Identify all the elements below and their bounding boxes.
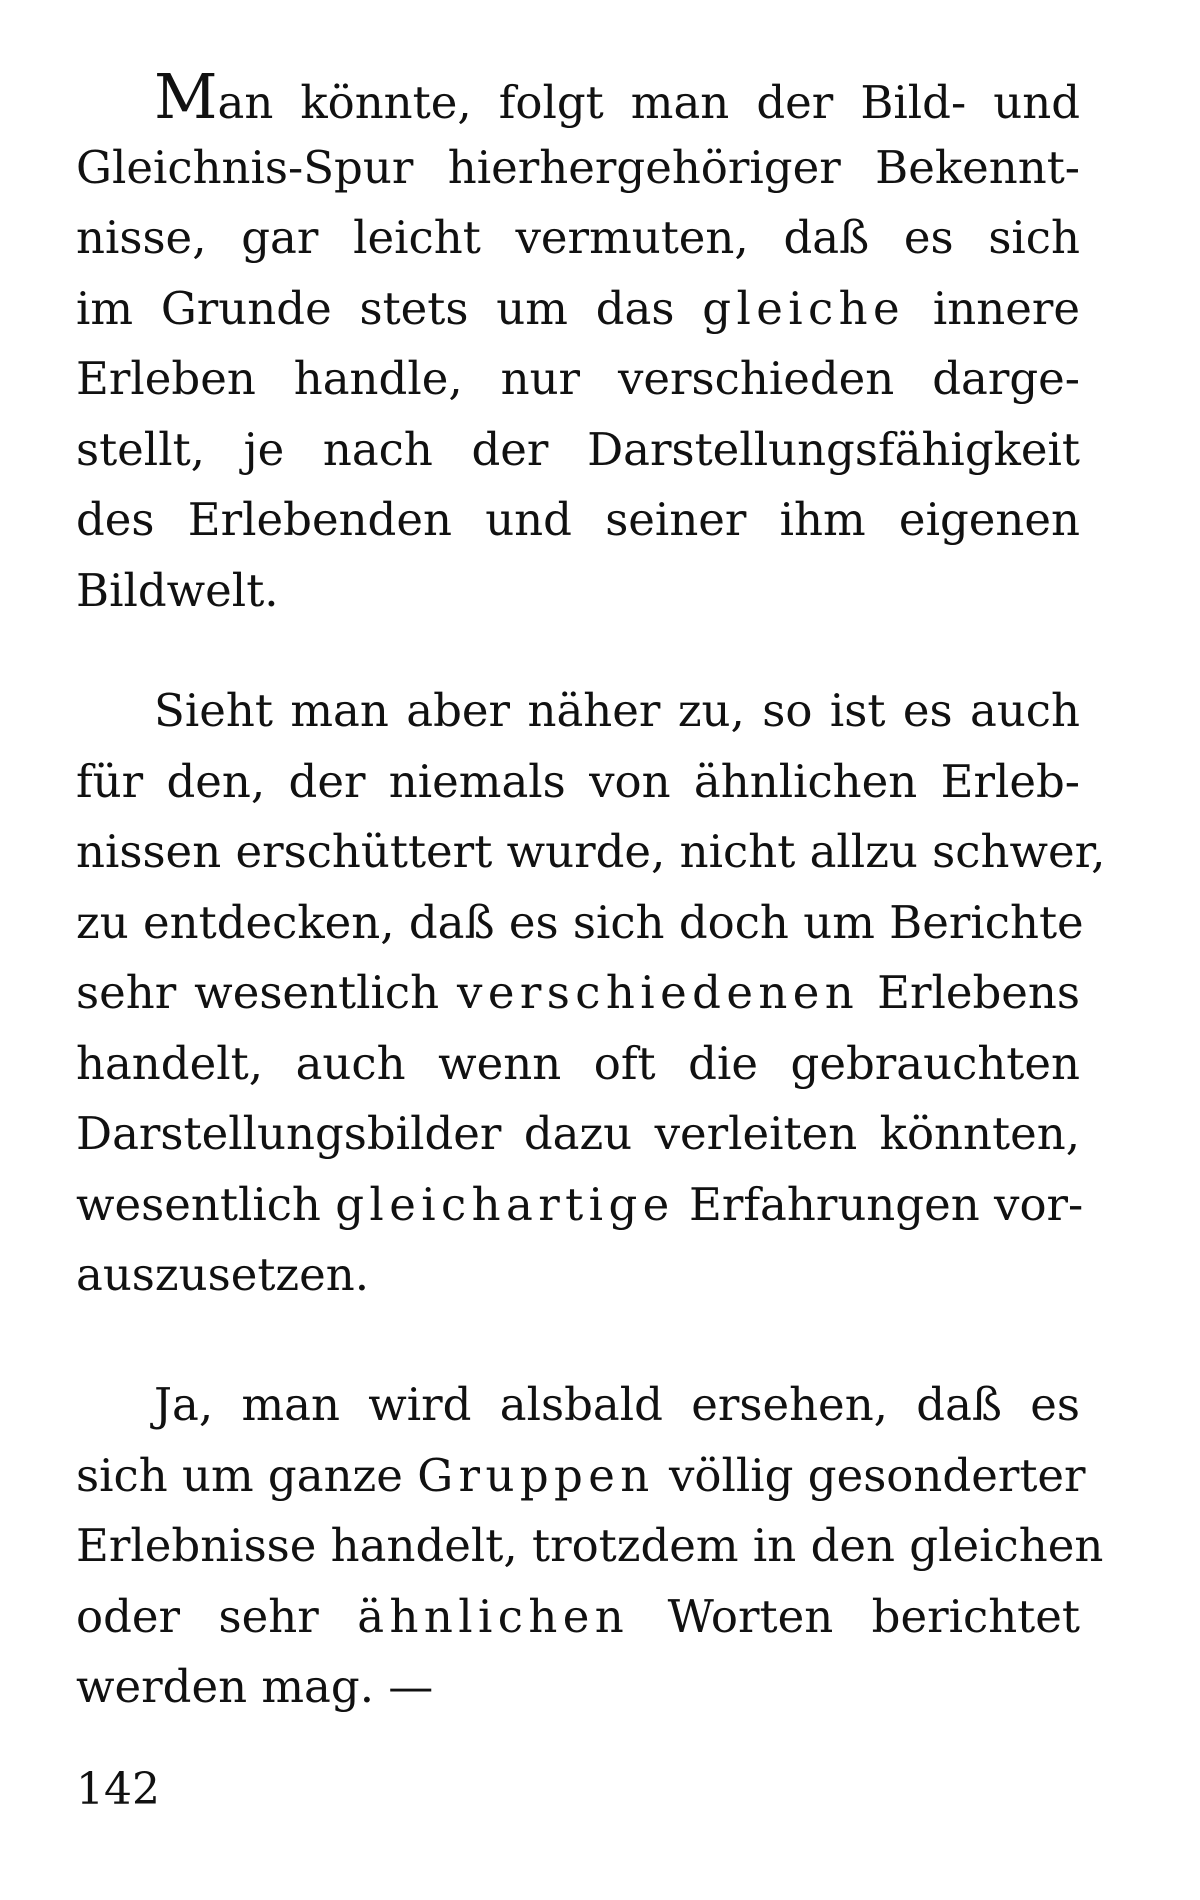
emphasized-word: verschiedenen	[457, 966, 860, 1019]
text-line: werden mag. —	[76, 1660, 434, 1713]
text-line	[76, 62, 1080, 133]
line-text: innere	[905, 281, 1080, 335]
text-line: Darstellungsbilder dazu verleiten könnten,	[76, 1107, 1080, 1160]
text-line: Erleben handle, nur verschieden darge-	[76, 352, 1080, 405]
line-text: Worten berichtet	[629, 1589, 1080, 1643]
text-line: Gleichnis-Spur hierhergehöriger Bekennt-	[76, 140, 1080, 194]
emphasized-word: Gruppen	[417, 1448, 655, 1502]
text-line: handelt, auch wenn oft die gebrauchten	[76, 1036, 1080, 1090]
paragraph-1	[76, 62, 1080, 626]
text-line: für den, der niemals von ähnlichen Erleb-	[76, 754, 1080, 808]
line-text: an könnte, folgt man der Bild- und	[217, 76, 1080, 129]
text-line: nisse, gar leicht vermuten, daß es sich	[76, 211, 1080, 264]
text-line: Erlebnisse handelt, trotzdem in den gleichen	[76, 1519, 1104, 1572]
line-text: völlig gesonderter	[654, 1448, 1086, 1502]
text-line: nissen erschüttert wurde, nicht allzu schwer,	[76, 825, 1106, 878]
text-line: stellt, je nach der Darstellungsfähigkeit	[76, 422, 1080, 476]
text-line	[76, 1441, 1086, 1512]
line-text: Erfahrungen vor-	[674, 1177, 1084, 1231]
emphasized-word: gleiche	[702, 281, 906, 335]
line-text: oder sehr	[76, 1589, 358, 1643]
text-line: des Erlebenden und seiner ihm eigenen	[76, 493, 1080, 546]
text-line: Sieht man aber näher zu, so ist es auch	[154, 684, 1080, 737]
line-text: sich um ganze	[76, 1448, 418, 1502]
paragraph-2	[76, 676, 1106, 1311]
line-text: im Grunde stets um das	[76, 281, 703, 335]
emphasized-word: gleichartige	[335, 1177, 675, 1231]
paragraph-3	[76, 1370, 1104, 1723]
emphasized-word: ähnlichen	[357, 1589, 630, 1643]
line-text: sehr wesentlich	[76, 966, 458, 1019]
text-line: auszusetzen.	[76, 1248, 370, 1301]
text-line	[76, 274, 1080, 345]
text-line: zu entdecken, daß es sich doch um Berichte	[76, 895, 1084, 949]
drop-capital: M	[154, 60, 218, 133]
text-line	[76, 1170, 1084, 1241]
text-line: Ja, man wird alsbald ersehen, daß es	[154, 1378, 1080, 1431]
text-line	[76, 1582, 1080, 1653]
text-line	[76, 958, 1080, 1029]
line-text: Erlebens	[859, 966, 1081, 1019]
text-line: Bildwelt.	[76, 563, 279, 617]
page-number: 142	[76, 1764, 160, 1815]
line-text: wesentlich	[76, 1177, 336, 1231]
